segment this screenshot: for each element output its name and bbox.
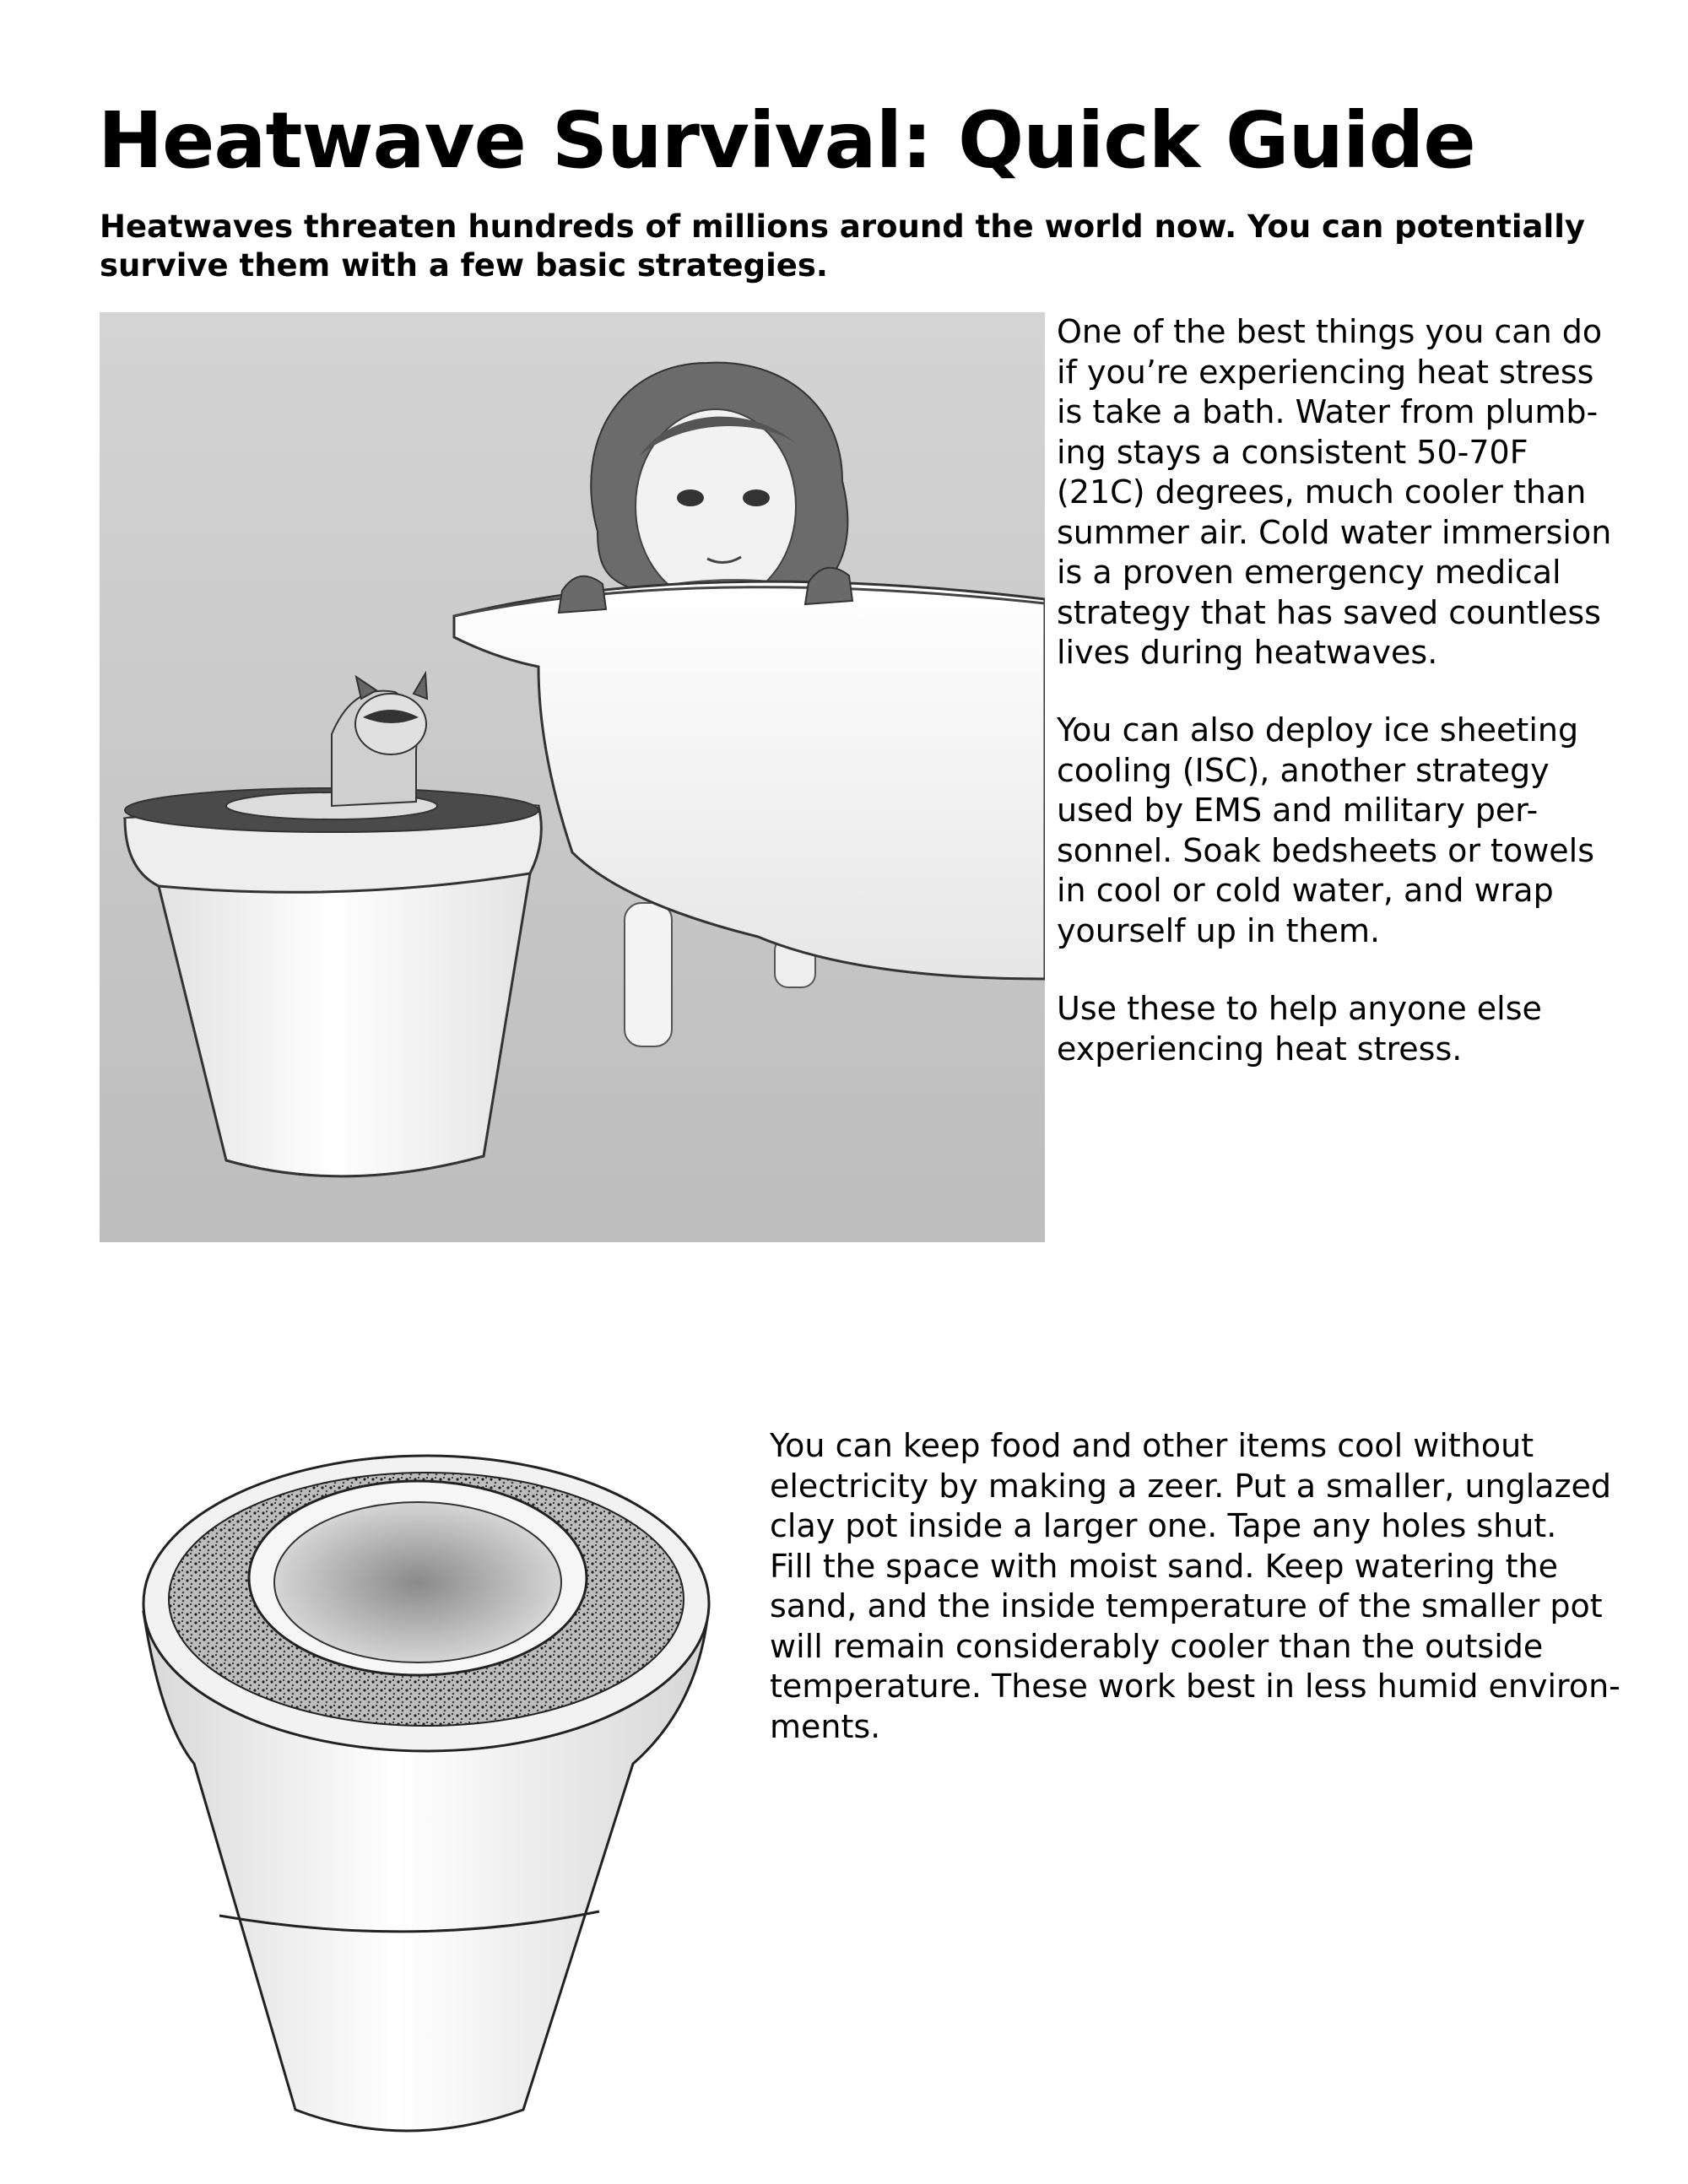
help-others-paragraph: Use these to help anyone else experiencing heat stress.	[1057, 990, 1542, 1068]
bathtub-illustration	[100, 312, 1045, 1242]
bath-paragraph: One of the best things you can do if you’re experiencing heat stress is take a bath. Water from plumb- ing stays a consistent 50-70F (21C) degrees, much cooler than summer air. Cold water immersion is a proven emergency medical strategy that has saved countless lives during heatwaves.	[1057, 313, 1612, 671]
page-title: Heatwave Survival: Quick Guide	[98, 95, 1475, 186]
zeer-paragraph: You can keep food and other items cool without electricity by making a zeer. Put a smaller, unglazed clay pot inside a larger one. Tape any holes shut. Fill the space with moist sand. Keep watering the sand, and the inside temperature of the smaller pot will remain considerably cooler than the outside temperature. These work best in less humid environ- ments.	[770, 1427, 1620, 1745]
intro-text: Heatwaves threaten hundreds of millions around the world now. You can potentially survive them with a few basic strategies.	[100, 208, 1586, 284]
ice-sheeting-paragraph: You can also deploy ice sheeting cooling (ISC), another strategy used by EMS and military per- sonnel. Soak bedsheets or towels in cool or cold water, and wrap yourself up in them.	[1057, 711, 1595, 949]
zeer-pot-illustration	[127, 1443, 743, 2160]
